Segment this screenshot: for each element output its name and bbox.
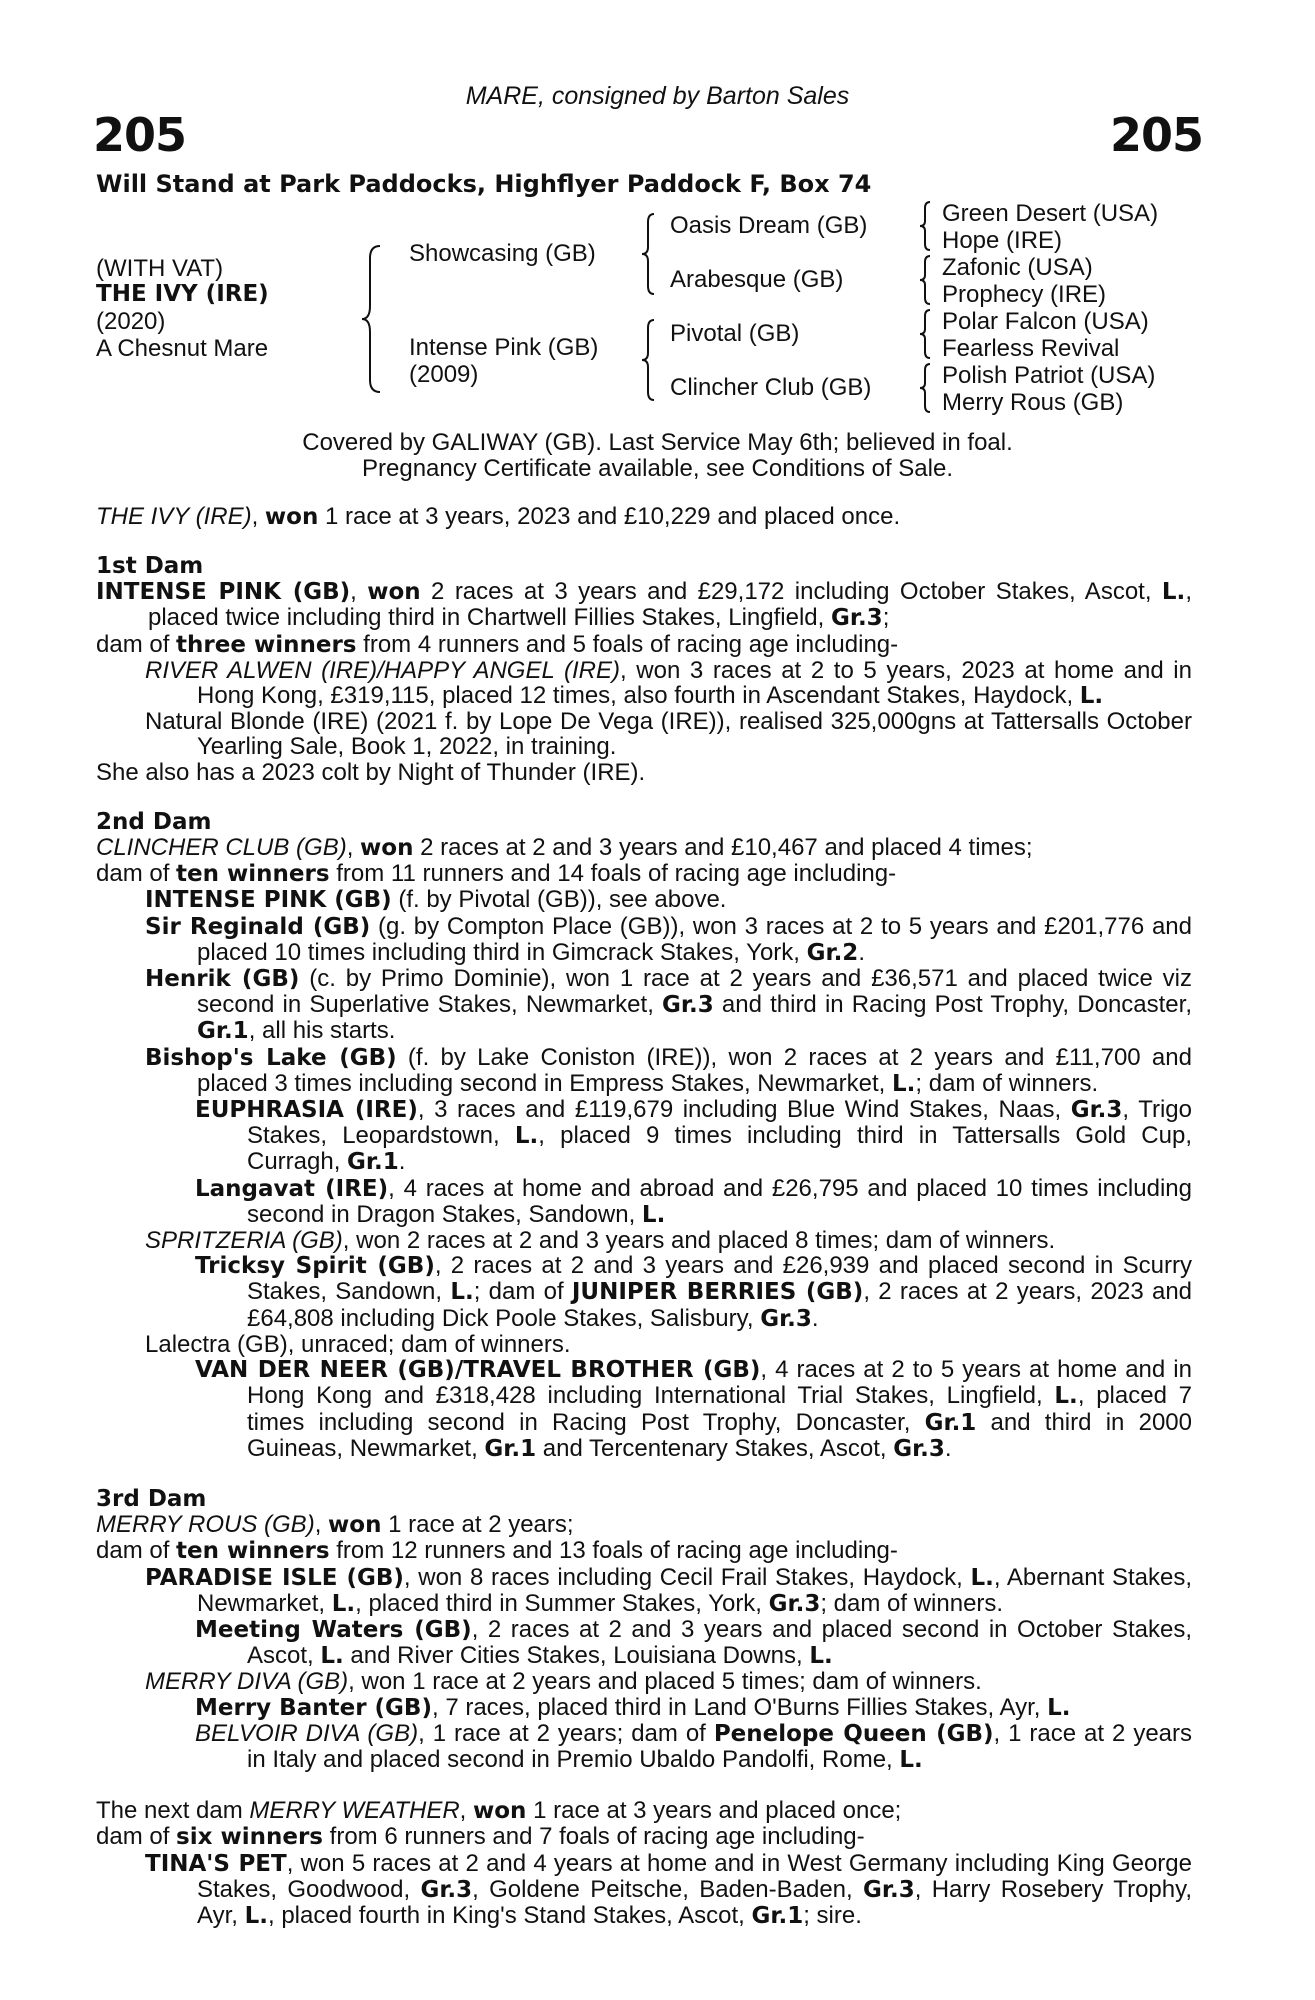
group-label: Gr.3 xyxy=(1070,1097,1123,1124)
second-dam-offspring-1 xyxy=(96,887,1192,913)
group-label: Gr.3 xyxy=(420,1876,473,1903)
pedigree-brace-g3-1 xyxy=(918,200,934,252)
group-label: Gr.1 xyxy=(197,1018,249,1045)
offspring-name: JUNIPER BERRIES (GB) xyxy=(571,1279,864,1306)
text: . xyxy=(944,1434,952,1462)
listed-label: L. xyxy=(809,1643,833,1670)
spacer xyxy=(96,1773,1192,1798)
second-dam-heading: 2nd Dam xyxy=(96,808,212,835)
text: , placed 9 times including third in Tattersalls Gold Cup, Curragh, xyxy=(247,1122,1192,1176)
text: . xyxy=(398,1148,406,1176)
offspring-name: Sir Reginald (GB) xyxy=(145,913,371,940)
dam-line-section xyxy=(96,554,1192,1929)
text: ; dam of winners. xyxy=(820,1589,1004,1617)
text: , won 8 races including Cecil Frail Stakes, Haydock, xyxy=(403,1563,971,1591)
text: from 6 runners and 7 foals of racing age including- xyxy=(322,1823,865,1851)
third-dam-heading: 3rd Dam xyxy=(96,1485,207,1512)
second-dam-grandoffspring-3 xyxy=(96,1253,1192,1332)
dam-sire-dam: Fearless Revival xyxy=(942,335,1120,362)
offspring-name: Langavat (IRE) xyxy=(195,1175,389,1202)
text: , won 3 races at 2 to 5 years, 2023 at home and in Hong Kong, £319,115, placed 12 times, also fourth in Ascendant Stakes, Haydock, xyxy=(197,656,1192,710)
listed-label: L. xyxy=(450,1279,474,1306)
text: , 1 race at 2 years; dam of xyxy=(418,1719,714,1747)
third-dam-grandoffspring-3 xyxy=(96,1721,1192,1773)
horse-description: A Chesnut Mare xyxy=(96,335,269,362)
consignor-line: MARE, consigned by Barton Sales xyxy=(465,82,850,110)
group-label: Gr.3 xyxy=(831,605,883,632)
group-label: Gr.1 xyxy=(484,1435,537,1462)
text: , Trigo Stakes, Leopardstown, xyxy=(247,1096,1192,1150)
pedigree-brace-sire xyxy=(640,212,658,296)
text: . xyxy=(858,938,865,966)
offspring-name: RIVER ALWEN (IRE)/HAPPY ANGEL (IRE) xyxy=(145,656,620,684)
third-dam-grandoffspring-2 xyxy=(96,1695,1192,1721)
text: The next dam xyxy=(96,1797,250,1825)
second-dam-offspring-3 xyxy=(96,966,1192,1045)
horse-name: THE IVY (IRE) xyxy=(96,281,269,307)
group-label: Gr.1 xyxy=(751,1902,804,1929)
text: , xyxy=(314,1511,329,1539)
second-dam-record xyxy=(96,835,1192,861)
sire-sire-sire: Green Desert (USA) xyxy=(942,200,1159,227)
text: . xyxy=(811,1304,819,1332)
won-label: won xyxy=(360,835,414,862)
listed-label: L. xyxy=(1047,1694,1071,1721)
text: (f. by Lake Coniston (IRE)), won 2 races at 2 years and £11,700 and placed 3 times including second in Empress Stakes, Newmarket, xyxy=(197,1043,1192,1097)
sire: Showcasing (GB) xyxy=(409,240,596,267)
offspring-name: SPRITZERIA (GB) xyxy=(145,1227,343,1255)
group-label: Gr.3 xyxy=(893,1435,945,1462)
sire-dam: Arabesque (GB) xyxy=(670,266,844,293)
offspring-name: Merry Banter (GB) xyxy=(195,1694,432,1721)
text: , 2 races at 2 and 3 years and placed second in October Stakes, Ascot, xyxy=(247,1615,1193,1670)
lot-number-left: 205 xyxy=(93,108,187,162)
text: , won 2 races at 2 and 3 years and placed 8 times; dam of winners. xyxy=(342,1227,1056,1255)
listed-label: L. xyxy=(1079,683,1104,710)
text: 1 race at 3 years and placed once; xyxy=(526,1797,902,1825)
first-dam-name: INTENSE PINK (GB) xyxy=(96,579,351,606)
text: , 4 races at home and abroad and £26,795 and placed 10 times including second in Dragon Stakes, Sandown, xyxy=(247,1174,1192,1228)
group-label: Gr.3 xyxy=(768,1590,821,1617)
sire-dam-dam: Prophecy (IRE) xyxy=(942,281,1107,308)
text: dam of xyxy=(96,630,177,658)
text: (g. by Compton Place (GB)), won 3 races at 2 to 5 years and £201,776 and placed 10 times including third in Gimcrack Stakes, York, xyxy=(197,912,1192,966)
spacer xyxy=(96,1462,1192,1487)
offspring-name: Penelope Queen (GB) xyxy=(713,1720,994,1747)
winners-count: three winners xyxy=(176,631,357,658)
pedigree-brace-g3-2 xyxy=(918,254,934,306)
text: , 7 races, placed third in Land O'Burns Fillies Stakes, Ayr, xyxy=(431,1693,1048,1721)
second-dam-offspring-5 xyxy=(96,1228,1192,1253)
text: dam of xyxy=(96,860,177,888)
listed-label: L. xyxy=(244,1902,268,1929)
listed-label: L. xyxy=(970,1564,994,1591)
text: , Goldene Peitsche, Baden-Baden, xyxy=(472,1875,864,1903)
covering-line: Covered by GALIWAY (GB). Last Service May 6th; believed in foal. xyxy=(302,429,1013,456)
pedigree-brace-dam xyxy=(640,318,658,402)
text: , won 5 races at 2 and 4 years at home and in West Germany including King George Stakes, Goodwood, xyxy=(197,1849,1192,1903)
offspring-name: MERRY DIVA (GB) xyxy=(145,1668,349,1696)
text: , Abernant Stakes, Newmarket, xyxy=(197,1563,1192,1617)
text: , 2 races at 2 years, 2023 and £64,808 including Dick Poole Stakes, Salisbury, xyxy=(247,1278,1193,1332)
sire-sire-dam: Hope (IRE) xyxy=(942,227,1063,254)
text: , Harry Rosebery Trophy, Ayr, xyxy=(197,1875,1192,1929)
next-dam-offspring-1 xyxy=(96,1851,1192,1930)
listed-label: L. xyxy=(891,1070,916,1097)
group-label: Gr.1 xyxy=(924,1409,977,1436)
dam-year: (2009) xyxy=(409,361,479,388)
group-label: Gr.1 xyxy=(347,1149,399,1176)
next-dam-name: MERRY WEATHER xyxy=(249,1797,460,1825)
first-dam-note: She also has a 2023 colt by Night of Thunder (IRE). xyxy=(96,758,646,786)
first-dam-produce-summary xyxy=(96,632,1192,658)
text: , 3 races and £119,679 including Blue Wind Stakes, Naas, xyxy=(417,1096,1071,1124)
text: , xyxy=(459,1797,473,1825)
offspring-name: Tricksy Spirit (GB) xyxy=(195,1253,435,1280)
third-dam-grandoffspring-1 xyxy=(96,1617,1192,1669)
third-dam-offspring-1 xyxy=(96,1565,1192,1617)
text: ; sire. xyxy=(803,1901,862,1929)
race-record xyxy=(96,504,1192,530)
second-dam-grandoffspring-1 xyxy=(96,1097,1192,1176)
offspring-name: Meeting Waters (GB) xyxy=(195,1616,472,1643)
second-dam-name: CLINCHER CLUB (GB) xyxy=(96,834,347,862)
lot-number-right: 205 xyxy=(1109,108,1203,162)
listed-label: L. xyxy=(899,1746,923,1773)
won-label: won xyxy=(367,579,421,606)
won-label: won xyxy=(328,1512,382,1539)
text: , all his starts. xyxy=(248,1017,396,1045)
text: and River Cities Stakes, Louisiana Downs, xyxy=(343,1642,810,1670)
text: dam of xyxy=(96,1537,177,1565)
dam: Intense Pink (GB) xyxy=(409,334,599,361)
group-label: Gr.3 xyxy=(863,1876,915,1903)
dam-dam-sire: Polish Patriot (USA) xyxy=(942,362,1156,389)
record-sep: , xyxy=(251,503,265,530)
first-dam-heading: 1st Dam xyxy=(96,553,204,579)
text: ; dam of xyxy=(473,1278,572,1306)
pedigree-brace-g3-3 xyxy=(918,308,934,360)
vat-label: (WITH VAT) xyxy=(96,255,224,282)
text: 2 races at 3 years and £29,172 including October Stakes, Ascot, xyxy=(420,578,1162,606)
offspring-name: Henrik (GB) xyxy=(145,966,300,993)
offspring-name: PARADISE ISLE (GB) xyxy=(145,1564,404,1591)
text: 2 races at 2 and 3 years and £10,467 and placed 4 times; xyxy=(413,834,1033,862)
text: from 11 runners and 14 foals of racing age including- xyxy=(329,860,897,888)
text: , xyxy=(350,578,368,606)
text: , placed twice including third in Chartwell Fillies Stakes, Lingfield, xyxy=(148,578,1192,632)
second-dam-offspring-2 xyxy=(96,914,1192,966)
listed-label: L. xyxy=(514,1123,539,1150)
second-dam-grandoffspring-4 xyxy=(96,1357,1192,1462)
won-label: won xyxy=(473,1798,527,1825)
listed-label: L. xyxy=(331,1590,356,1617)
dam-dam: Clincher Club (GB) xyxy=(670,374,872,401)
text: , xyxy=(346,834,361,862)
offspring-name: Bishop's Lake (GB) xyxy=(145,1044,397,1071)
stand-location: Will Stand at Park Paddocks, Highflyer Paddock F, Box 74 xyxy=(96,170,872,198)
second-dam-produce-summary xyxy=(96,861,1192,887)
text: , placed 7 times including second in Racing Post Trophy, Doncaster, xyxy=(247,1382,1193,1436)
text: dam of xyxy=(96,1823,177,1851)
listed-label: L. xyxy=(641,1201,666,1228)
third-dam-record xyxy=(96,1512,1192,1538)
pedigree-brace-g3-4 xyxy=(918,362,934,414)
third-dam-offspring-2 xyxy=(96,1669,1192,1694)
text: 1 race at 2 years; xyxy=(381,1511,574,1539)
foaling-year: (2020) xyxy=(96,308,166,335)
dam-sire: Pivotal (GB) xyxy=(670,320,800,347)
listed-label: L. xyxy=(1161,579,1186,606)
offspring-name: TINA'S PET xyxy=(145,1850,287,1877)
text: from 12 runners and 13 foals of racing age including- xyxy=(329,1537,898,1565)
third-dam-name: MERRY ROUS (GB) xyxy=(96,1511,315,1539)
text: and third in Racing Post Trophy, Doncaster, xyxy=(713,991,1192,1019)
winners-count: six winners xyxy=(176,1824,323,1851)
first-dam-record xyxy=(96,579,1192,631)
spacer xyxy=(96,785,1192,810)
text: (c. by Primo Dominie), won 1 race at 2 years and £36,571 and placed twice viz second in Superlative Stakes, Newmarket, xyxy=(197,965,1193,1019)
listed-label: L. xyxy=(1054,1383,1078,1410)
text: , won 1 race at 2 years and placed 5 times; dam of winners. xyxy=(348,1668,982,1696)
dam-dam-dam: Merry Rous (GB) xyxy=(942,389,1124,416)
third-dam-produce-summary xyxy=(96,1538,1192,1564)
next-dam-produce-summary xyxy=(96,1824,1192,1850)
text: , placed fourth in King's Stand Stakes, Ascot, xyxy=(267,1901,752,1929)
pedigree-brace-main xyxy=(360,244,384,394)
second-dam-offspring-4 xyxy=(96,1045,1192,1097)
first-dam-offspring-2: Natural Blonde (IRE) (2021 f. by Lope De Vega (IRE)), realised 325,000gns at Tattersalls October Yearling Sale, Book 1, 2022, in training. xyxy=(145,708,1192,761)
text: , 4 races at 2 to 5 years at home and in Hong Kong and £318,428 including International Trial Stakes, Lingfield, xyxy=(247,1356,1192,1410)
text: , placed third in Summer Stakes, York, xyxy=(355,1589,769,1617)
text: and third in 2000 Guineas, Newmarket, xyxy=(247,1408,1192,1462)
offspring-name: VAN DER NEER (GB)/TRAVEL BROTHER (GB) xyxy=(195,1357,761,1384)
offspring-name: BELVOIR DIVA (GB) xyxy=(195,1719,419,1747)
next-dam-record xyxy=(96,1798,1192,1824)
sire-dam-sire: Zafonic (USA) xyxy=(942,254,1093,281)
text: from 4 runners and 5 foals of racing age including- xyxy=(356,630,899,658)
listed-label: L. xyxy=(320,1643,344,1670)
record-won: won xyxy=(264,504,319,530)
text: ; xyxy=(882,604,890,632)
text: ; dam of winners. xyxy=(915,1069,1099,1097)
record-horse-name: THE IVY (IRE) xyxy=(96,503,252,530)
text: (f. by Pivotal (GB)), see above. xyxy=(391,886,727,914)
pregnancy-line: Pregnancy Certificate available, see Conditions of Sale. xyxy=(362,455,953,482)
group-label: Gr.2 xyxy=(806,939,859,966)
second-dam-offspring-6: Lalectra (GB), unraced; dam of winners. xyxy=(145,1330,571,1358)
text: , 1 race at 2 years in Italy and placed second in Premio Ubaldo Pandolfi, Rome, xyxy=(247,1719,1193,1773)
first-dam-offspring-1 xyxy=(96,658,1192,709)
text: , 2 races at 2 and 3 years and £26,939 and placed second in Scurry Stakes, Sandown, xyxy=(247,1252,1192,1306)
text: and Tercentenary Stakes, Ascot, xyxy=(536,1434,894,1462)
sire-sire: Oasis Dream (GB) xyxy=(670,212,868,239)
winners-count: ten winners xyxy=(176,861,330,888)
offspring-name: EUPHRASIA (IRE) xyxy=(195,1097,418,1124)
group-label: Gr.3 xyxy=(662,992,714,1019)
second-dam-grandoffspring-2 xyxy=(96,1176,1192,1228)
record-text: 1 race at 3 years, 2023 and £10,229 and placed once. xyxy=(318,503,901,530)
group-label: Gr.3 xyxy=(760,1305,812,1332)
dam-sire-sire: Polar Falcon (USA) xyxy=(942,308,1149,335)
winners-count: ten winners xyxy=(176,1538,330,1565)
covering-notice xyxy=(0,430,1315,482)
offspring-name: INTENSE PINK (GB) xyxy=(145,887,392,914)
